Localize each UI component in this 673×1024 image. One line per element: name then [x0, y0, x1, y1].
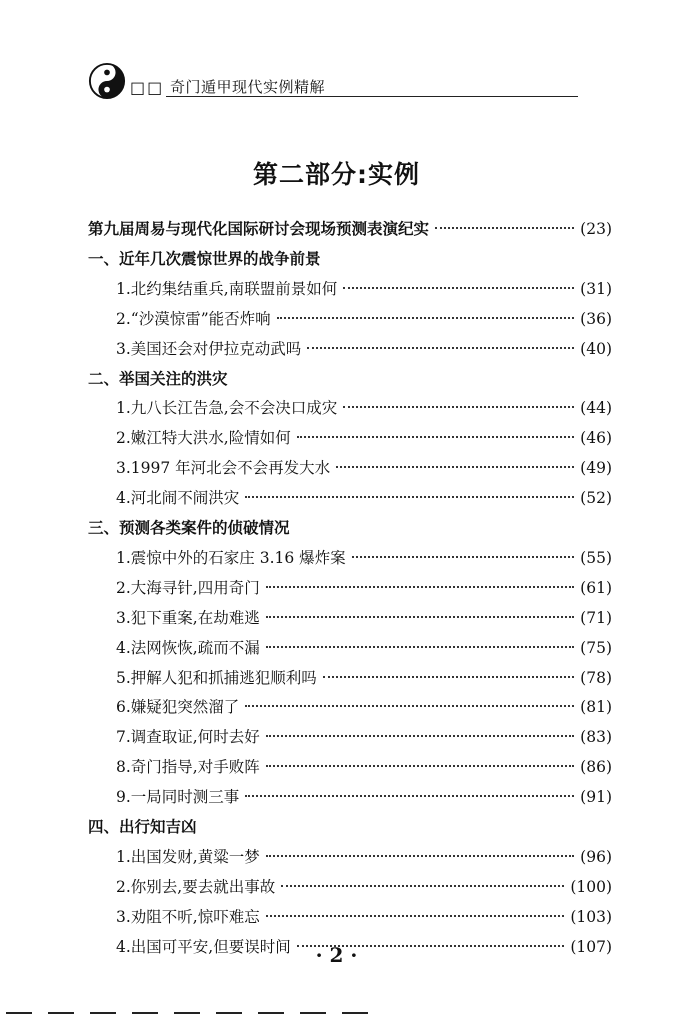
toc-entry-page: (46) [580, 429, 612, 447]
footer-dash [48, 1012, 74, 1014]
toc-entry-page: (75) [580, 639, 612, 657]
toc-entry-page: (23) [580, 220, 612, 238]
footer-dash [258, 1012, 284, 1014]
dot-leader [245, 795, 574, 797]
toc-entry [116, 638, 612, 658]
toc-entry-page: (96) [580, 848, 612, 866]
toc-entry-title: 3.1997 年河北会不会再发大水 [116, 459, 331, 477]
footer-dash [132, 1012, 158, 1014]
toc-entry [116, 398, 612, 418]
footer-dash [6, 1012, 32, 1014]
toc-entry-page: (40) [580, 340, 612, 358]
toc-entry-page: (78) [580, 669, 612, 687]
toc-entry [116, 757, 612, 777]
toc-entry [116, 548, 612, 568]
toc-section-heading: 一、近年几次震惊世界的战争前景 [88, 250, 321, 268]
toc-entry [116, 339, 612, 359]
toc-entry-page: (83) [580, 728, 612, 746]
toc-entry [116, 727, 612, 747]
toc-entry [116, 488, 612, 508]
dot-leader [307, 347, 574, 349]
dot-leader [281, 885, 564, 887]
toc-entry-page: (86) [580, 758, 612, 776]
toc-entry-title: 1.震惊中外的石家庄 3.16 爆炸案 [116, 549, 346, 567]
dot-leader [277, 317, 575, 319]
toc-entry-page: (31) [580, 280, 612, 298]
toc-entry [116, 847, 612, 867]
toc-entry [116, 787, 612, 807]
dot-leader [435, 227, 574, 229]
toc-entry-title: 8.奇门指导,对手败阵 [116, 758, 260, 776]
toc-entry-title: 5.押解人犯和抓捕逃犯顺利吗 [116, 669, 317, 687]
footer-dash [342, 1012, 368, 1014]
toc-entry-title: 2.大海寻针,四用奇门 [116, 579, 260, 597]
toc-entry-title: 4.法网恢恢,疏而不漏 [116, 639, 260, 657]
toc-entry [116, 578, 612, 598]
toc-entry-page: (61) [580, 579, 612, 597]
toc-entry-page: (107) [570, 938, 612, 956]
toc-entry-page: (49) [580, 459, 612, 477]
dot-leader [336, 466, 574, 468]
toc-entry [116, 877, 612, 897]
dot-leader [297, 436, 574, 438]
toc-entry-title: 1.北约集结重兵,南联盟前景如何 [116, 280, 338, 298]
footer-dash [90, 1012, 116, 1014]
toc-entry-title: 6.嫌疑犯突然溜了 [116, 698, 240, 716]
toc-entry [116, 907, 612, 927]
dot-leader [266, 646, 574, 648]
toc-entry [116, 458, 612, 478]
toc-entry [116, 279, 612, 299]
toc-entry-title: 3.劝阻不听,惊吓难忘 [116, 908, 260, 926]
toc-section-heading: 三、预测各类案件的侦破情况 [88, 519, 290, 537]
footer-dash [174, 1012, 200, 1014]
toc-entry-title: 2.“沙漠惊雷”能否炸响 [116, 310, 271, 328]
toc-entry-title: 3.美国还会对伊拉克动武吗 [116, 340, 302, 358]
dot-leader [266, 586, 574, 588]
dot-leader [343, 406, 574, 408]
dot-leader [266, 616, 574, 618]
toc-entry-title: 2.嫩江特大洪水,险情如何 [116, 429, 291, 447]
toc-entry [116, 428, 612, 448]
running-header [88, 62, 588, 102]
toc-entry-title: 9.一局同时测三事 [116, 788, 240, 806]
toc-entry-page: (71) [580, 609, 612, 627]
header-rule [166, 96, 578, 97]
header-placeholder-glyphs: □□ [130, 78, 165, 97]
toc-entry-page: (81) [580, 698, 612, 716]
page-number: · 2 · [315, 943, 358, 967]
toc-entry-title: 3.犯下重案,在劫难逃 [116, 609, 260, 627]
toc-entry [116, 668, 612, 688]
dot-leader [323, 676, 574, 678]
toc-entry-page: (103) [570, 908, 612, 926]
toc-entry-page: (44) [580, 399, 612, 417]
toc-entry-title: 1.出国发财,黄粱一梦 [116, 848, 260, 866]
toc-entry-page: (100) [570, 878, 612, 896]
toc-entry-page: (52) [580, 489, 612, 507]
footer-dash [216, 1012, 242, 1014]
header-book-title: 奇门遁甲现代实例精解 [170, 78, 326, 96]
dot-leader [343, 287, 574, 289]
dot-leader [266, 765, 574, 767]
toc-entry-page: (55) [580, 549, 612, 567]
toc-entry [116, 309, 612, 329]
dot-leader [245, 496, 574, 498]
yin-yang-icon [88, 62, 126, 100]
toc-entry-title: 4.出国可平安,但要误时间 [116, 938, 291, 956]
toc-section-heading: 二、举国关注的洪灾 [88, 370, 228, 388]
toc-entry-title: 4.河北闹不闹洪灾 [116, 489, 240, 507]
toc-entry-title: 第九届周易与现代化国际研讨会现场预测表演纪实 [88, 220, 430, 238]
dot-leader [245, 705, 574, 707]
dot-leader [266, 915, 565, 917]
dot-leader [352, 556, 575, 558]
toc-entry-title: 1.九八长江告急,会不会决口成灾 [116, 399, 338, 417]
footer-dash [300, 1012, 326, 1014]
toc-entry-page: (91) [580, 788, 612, 806]
toc-entry-page: (36) [580, 310, 612, 328]
toc-entry [116, 697, 612, 717]
toc-entry [116, 608, 612, 628]
toc-entry-title: 2.你别去,要去就出事故 [116, 878, 276, 896]
toc-section-heading: 四、出行知吉凶 [88, 818, 197, 836]
dot-leader [266, 735, 574, 737]
dot-leader [266, 855, 574, 857]
part-title: 第二部分:实例 [253, 160, 420, 189]
toc-intro-entry [88, 219, 612, 239]
toc-entry-title: 7.调查取证,何时去好 [116, 728, 260, 746]
